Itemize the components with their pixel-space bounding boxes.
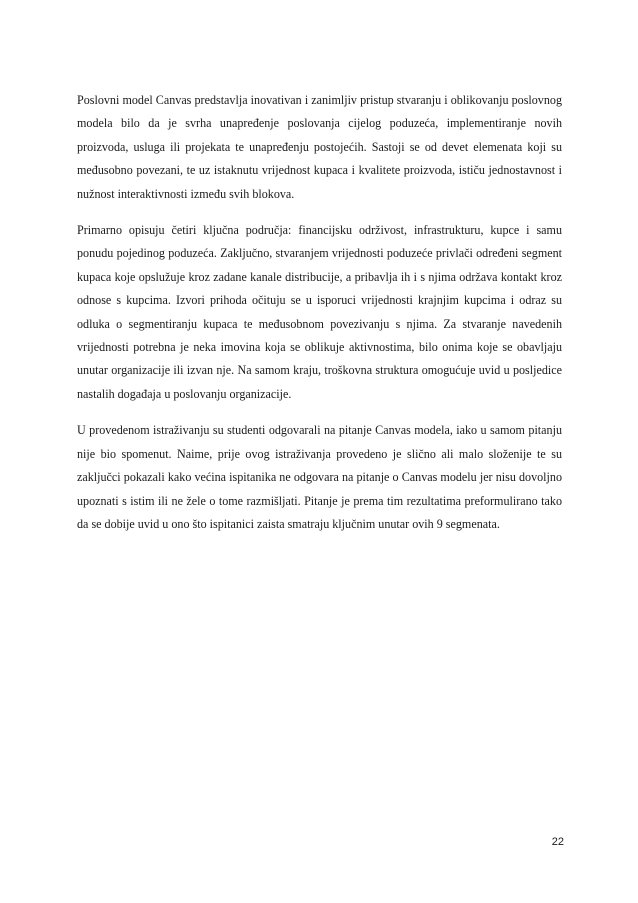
document-body (77, 89, 562, 549)
page-number: 22 (551, 836, 564, 848)
paragraph-key-areas: Primarno opisuju četiri ključna područja: financijsku održivost, infrastrukturu, kupce i samu ponudu pojedinog poduzeća. Zaključno, stvaranjem vrijednosti poduzeće privlači određeni segment kupaca koje opslužuje kroz zadane kanale distribucije, a pribavlja ih i s njima održava kontakt kroz odnose s kupcima. Izvori prihoda očituju se u isporuci vrijednosti krajnjim kupcima i odraz su odluka o segmentiranju kupaca te međusobnom povezivanju s njima. Za stvaranje navedenih vrijednosti potrebna je neka imovina koja se oblikuje aktivnostima, bilo onima koje se obavljaju unutar organizacije ili izvan nje. Na samom kraju, troškovna struktura omogućuje uvid u posljedice nastalih događaja u poslovanju organizacije. (77, 223, 562, 401)
paragraph-canvas-intro: Poslovni model Canvas predstavlja inovativan i zanimljiv pristup stvaranju i oblikovanju poslovnog modela bilo da je svrha unapređenje poslovanja cijelog poduzeća, implementiranje novih proizvoda, usluga ili projekata te unapređenju postojećih. Sastoji se od devet elemenata koji su međusobno povezani, te uz istaknutu vrijednost kupaca i kvalitete proizvoda, ističu jednostavnost i nužnost interaktivnosti između svih blokova. (77, 93, 562, 201)
paragraph-research: U provedenom istraživanju su studenti odgovarali na pitanje Canvas modela, iako u samom pitanju nije bio spomenut. Naime, prije ovog istraživanja provedeno je slično ali malo složenije te su zaključci pokazali kako većina ispitanika ne odgovara na pitanje o Canvas modelu jer nisu dovoljno upoznati s istim ili ne žele o tome razmišljati. Pitanje je prema tim rezultatima preformulirano tako da se dobije uvid u ono što ispitanici zaista smatraju ključnim unutar ovih 9 segmenata. (77, 423, 562, 531)
